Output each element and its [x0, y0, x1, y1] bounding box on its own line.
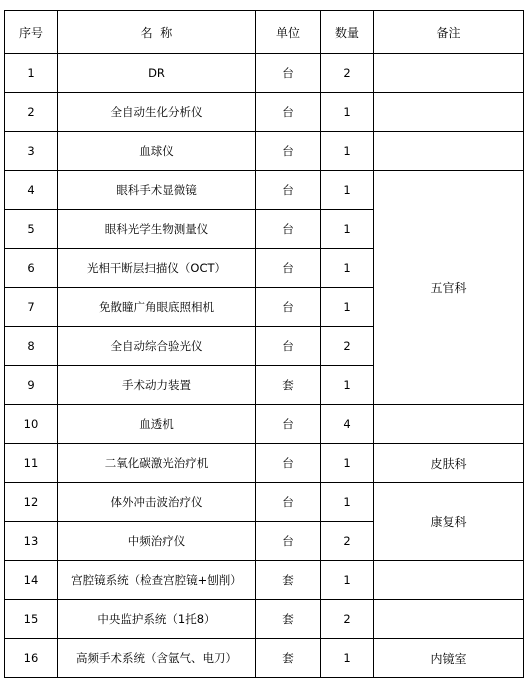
row-name: 血透机: [58, 405, 256, 444]
header-name: 名 称: [58, 11, 256, 54]
row-qty: 1: [321, 561, 374, 600]
row-unit: 台: [256, 522, 321, 561]
row-no: 9: [5, 366, 58, 405]
row-unit: 台: [256, 171, 321, 210]
row-qty: 1: [321, 288, 374, 327]
row-qty: 1: [321, 444, 374, 483]
row-unit: 台: [256, 483, 321, 522]
row-no: 10: [5, 405, 58, 444]
note-department-kangfu: 康复科: [374, 483, 524, 561]
table-row: [5, 171, 524, 210]
row-name: 中央监护系统（1托8）: [58, 600, 256, 639]
row-no: 8: [5, 327, 58, 366]
row-unit: 台: [256, 327, 321, 366]
row-name: 免散瞳广角眼底照相机: [58, 288, 256, 327]
header-qty: 数量: [321, 11, 374, 54]
row-name: 二氧化碳激光治疗机: [58, 444, 256, 483]
row-name: 全自动生化分析仪: [58, 93, 256, 132]
row-qty: 2: [321, 327, 374, 366]
table-row: [5, 132, 524, 171]
note-department-pifu: 皮肤科: [374, 444, 524, 483]
row-name: 宫腔镜系统（检查宫腔镜+刨削）: [58, 561, 256, 600]
row-no: 12: [5, 483, 58, 522]
row-unit: 台: [256, 249, 321, 288]
row-name: 体外冲击波治疗仪: [58, 483, 256, 522]
equipment-table: [4, 10, 524, 678]
row-unit: 套: [256, 366, 321, 405]
row-qty: 1: [321, 210, 374, 249]
row-unit: 套: [256, 600, 321, 639]
row-no: 7: [5, 288, 58, 327]
row-unit: 台: [256, 405, 321, 444]
row-name: 手术动力装置: [58, 366, 256, 405]
row-no: 15: [5, 600, 58, 639]
row-name: 中频治疗仪: [58, 522, 256, 561]
row-name: 眼科光学生物测量仪: [58, 210, 256, 249]
row-name: 高频手术系统（含氩气、电刀）: [58, 639, 256, 678]
row-unit: 台: [256, 132, 321, 171]
row-qty: 1: [321, 171, 374, 210]
row-note: [374, 561, 524, 600]
row-no: 3: [5, 132, 58, 171]
row-unit: 套: [256, 639, 321, 678]
row-name: 光相干断层扫描仪（OCT）: [58, 249, 256, 288]
table-row: [5, 54, 524, 93]
row-no: 1: [5, 54, 58, 93]
row-qty: 2: [321, 522, 374, 561]
row-unit: 台: [256, 93, 321, 132]
row-qty: 2: [321, 600, 374, 639]
row-no: 13: [5, 522, 58, 561]
table-row: [5, 93, 524, 132]
row-note: [374, 600, 524, 639]
row-unit: 套: [256, 561, 321, 600]
row-name: 血球仪: [58, 132, 256, 171]
row-unit: 台: [256, 210, 321, 249]
header-note: 备注: [374, 11, 524, 54]
row-unit: 台: [256, 288, 321, 327]
row-note: [374, 54, 524, 93]
row-no: 4: [5, 171, 58, 210]
note-department-neijing: 内镜室: [374, 639, 524, 678]
row-no: 14: [5, 561, 58, 600]
table-row: [5, 444, 524, 483]
row-qty: 1: [321, 93, 374, 132]
row-no: 5: [5, 210, 58, 249]
row-note: [374, 93, 524, 132]
row-qty: 2: [321, 54, 374, 93]
table-row: [5, 600, 524, 639]
row-qty: 1: [321, 249, 374, 288]
row-name: DR: [58, 54, 256, 93]
note-department-wuguan: 五官科: [374, 171, 524, 405]
row-note: [374, 405, 524, 444]
row-no: 6: [5, 249, 58, 288]
row-unit: 台: [256, 54, 321, 93]
row-no: 16: [5, 639, 58, 678]
header-unit: 单位: [256, 11, 321, 54]
row-qty: 1: [321, 366, 374, 405]
row-no: 2: [5, 93, 58, 132]
table-row: [5, 639, 524, 678]
row-qty: 4: [321, 405, 374, 444]
row-note: [374, 132, 524, 171]
row-name: 眼科手术显微镜: [58, 171, 256, 210]
table-row: [5, 483, 524, 522]
row-qty: 1: [321, 483, 374, 522]
row-qty: 1: [321, 132, 374, 171]
table-row: [5, 405, 524, 444]
row-no: 11: [5, 444, 58, 483]
table-header-row: [5, 11, 524, 54]
row-qty: 1: [321, 639, 374, 678]
table-row: [5, 561, 524, 600]
row-unit: 台: [256, 444, 321, 483]
row-name: 全自动综合验光仪: [58, 327, 256, 366]
header-no: 序号: [5, 11, 58, 54]
